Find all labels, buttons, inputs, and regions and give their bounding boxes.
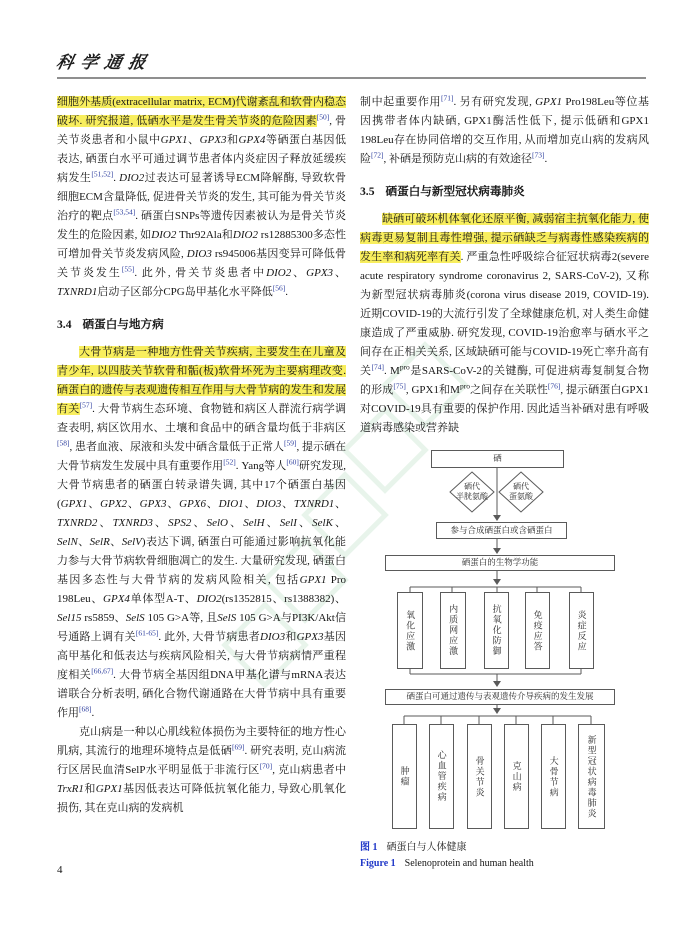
section-number: 3.5 <box>360 185 375 198</box>
flow-node-osteoarthritis: 骨关节炎 <box>467 724 492 829</box>
left-column <box>57 93 346 818</box>
paragraph-covid: 缺硒可破坏机体氧化还原平衡, 减弱宿主抗氧化能力, 使病毒更易复制且毒性增强, 提示硒缺乏与病毒性感染疾病的发生率和病死率有关. 严重急性呼吸综合征冠状病毒2(severe acute respiratory syndrome coronavirus 2, SARS-CoV-2), 又称为新型冠状病毒肺炎(corona virus disease 2019, COVID-19). 近期COVID-19的大流行引发了全球健康危机, 对人类生命健康造成了严重威胁. 研究发现, COVID-19治愈率与硒水平之间存在正相关关系, 区域缺硒可能与COVID-19死亡率升高有关[74]. $M^{pro}$是SARS-CoV-2的关键酶, 可促进病毒复制复合物的形成[75], GPX1和$M^{pro}$之间存在关联性[76], 提示硒蛋白GPX1对COVID-19具有重要的保护作用. 因此适当补硒对患有呼吸道病毒感染或营养缺 <box>360 213 650 434</box>
paragraph-kashin-beck: 大骨节病是一种地方性骨关节疾病, 主要发生在儿童及青少年, 以四肢关节软骨和骺(板)软骨坏死为主要病理改变. 硒蛋白的遗传与表观遗传相互作用与大骨节病的发生和发展有关[57]. 大骨节病生态环境、食物链和病区人群流行病学调查表明, 病区饮用水、土壤和食品中的硒含量均低于非病区[58], 患者血液、尿液和头发中硒含量低于正常人[59], 提示硒在大骨节病发生发展中具有重要作用[52]. Yang等人[60]研究发现, 大骨节病患者的硒蛋白转录谱失调, 其中17个硒蛋白基因(GPX1、GPX2、GPX3、GPX6、DIO1、DIO3、TXNRD1、TXNRD2、TXNRD3、SPS2、SelO、SelH、SelI、SelK、SelN、SelR、SelV)表达下调, 硒蛋白可能通过影响抗氧化能力参与大骨节病软骨细胞凋亡的发生. 大量研究发现, 硒蛋白基因多态性与大骨节病的发病风险相关, 包括GPX1 Pro 198Leu、GPX4单体型A-T、DIO2(rs1352815、rs1388382)、Sel15 rs5859、SelS 105 G>A等, 且SelS 105 G>A与PI3K/Akt信号通路上调有关[61-65]. 此外, 大骨节病患者DIO3和GPX3基因高甲基化和低表达与疾病风险相关, 与大骨节病病情严重程度相关[66,67]. 大骨节病全基因组DNA甲基化谱与mRNA表达谱联合分析表明, 硒化合物代谢通路在大骨节病中具有重要作用[68]. <box>57 346 347 719</box>
paragraph-keshan: 克山病是一种以心肌线粒体损伤为主要特征的地方性心肌病, 其流行的地理环境特点是低硒[69]. 研究表明, 克山病流行区居民血清SelP水平明显低于非流行区[70], 克山病患者中TrxR1和GPX1基因低表达可降低抗氧化能力, 导致心肌氧化损伤, 其在克山病的发病机 <box>57 726 347 814</box>
page-number: 4 <box>57 864 63 876</box>
flow-node-tumor: 肿瘤 <box>392 724 417 829</box>
page-header <box>54 48 646 79</box>
flow-node-keshan-disease: 克山病 <box>504 724 529 829</box>
diamond-label-selenocysteine: 硒代 半胱氨酸 <box>456 482 488 501</box>
figure-caption-cn <box>360 840 649 856</box>
section-heading-3-5 <box>360 182 649 201</box>
flow-node-immune-response: 免疫应答 <box>525 592 550 669</box>
flow-node-mediation: 硒蛋白可通过遗传与表观遗传介导疾病的发生发展 <box>385 689 615 705</box>
flow-node-oxidative-stress: 氧化应激 <box>397 592 423 669</box>
flow-node-covid-pneumonia: 新型冠状病毒肺炎 <box>578 724 605 829</box>
section-title: 硒蛋白与新型冠状病毒肺炎 <box>385 185 525 198</box>
flow-node-antioxidant-defense: 抗氧化防御 <box>484 592 509 669</box>
paragraph-osteoarthritis: 细胞外基质(extracellular matrix, ECM)代谢紊乱和软骨内稳态破坏. 研究报道, 低硒水平是发生骨关节炎的危险因素[50], 骨关节炎患者和小鼠中GPX1、GPX3和GPX4等硒蛋白基因低表达, 硒蛋白水平可通过调节患者体内炎症因子释放延缓疾病发生[51,52]. DIO2过表达可显著诱导ECM降解酶, 导致软骨细胞ECM含量降低, 促进骨关节炎的发生, 其可能为骨关节炎治疗的靶点[53,54]. 硒蛋白SNPs等遗传因素被认为是骨关节炎发生的危险因素, 如DIO2 Thr92Ala和DIO2 rs12885300多态性可增加骨关节炎发病风险, DIO3 rs945006基因变异可降低骨关节炎发生[55]. 此外, 骨关节炎患者中DIO2、GPX3、TXNRD1启动子区部分CPG岛甲基化水平降低[56]. <box>57 96 347 298</box>
figure-caption-en-text: Selenoprotein and human health <box>404 858 534 869</box>
flow-node-synthesis: 参与合成硒蛋白或含硒蛋白 <box>436 522 567 539</box>
diamond-label-selenomethionine: 硒代 蛋氨酸 <box>509 482 533 501</box>
flow-node-biological-functions: 硒蛋白的生物学功能 <box>385 555 615 571</box>
figure-1-flowchart <box>360 441 649 833</box>
figure-caption-cn-text: 硒蛋白与人体健康 <box>386 842 467 853</box>
flow-node-er-stress: 内质网应激 <box>440 592 466 669</box>
section-number: 3.4 <box>57 318 72 331</box>
paragraph-keshan-continued: 制中起重要作用[71]. 另有研究发现, GPX1 Pro198Leu等位基因携带者体内缺硒, GPX1酶活性低下, 提示低硒和GPX1 198Leu存在协同倍增的交互作用, 从而增加克山病的发病风险[72], 补硒是预防克山病的有效途径[73]. <box>360 93 650 165</box>
flow-node-selenium: 硒 <box>431 450 564 468</box>
right-column <box>360 93 649 872</box>
flow-node-cardiovascular-disease: 心血管疾病 <box>429 724 454 829</box>
section-title: 硒蛋白与地方病 <box>82 318 164 331</box>
figure-caption-en-label: Figure 1 <box>360 858 396 869</box>
flow-node-kashin-beck-disease: 大骨节病 <box>541 724 566 829</box>
header-rule <box>57 77 646 79</box>
figure-caption <box>360 840 649 872</box>
figure-caption-cn-label: 图 1 <box>360 842 378 853</box>
journal-logo: 科学通报 <box>54 53 155 73</box>
section-heading-3-4 <box>57 315 346 334</box>
flow-node-inflammatory-response: 炎症反应 <box>569 592 594 669</box>
figure-caption-en <box>360 856 649 872</box>
